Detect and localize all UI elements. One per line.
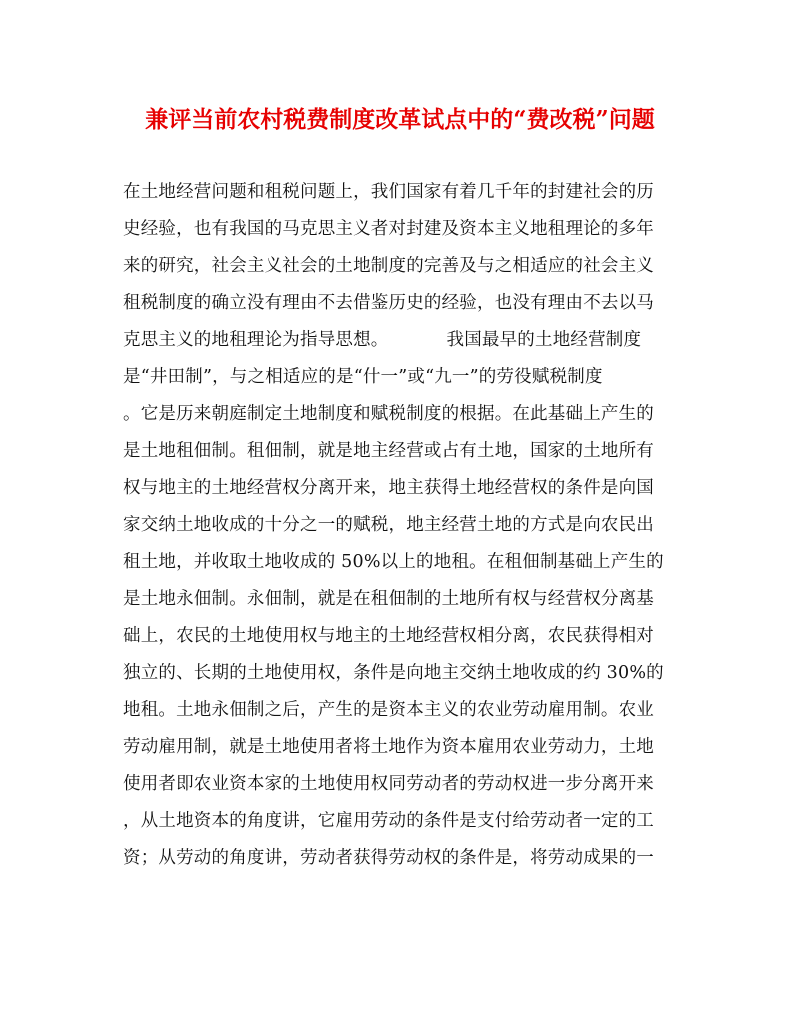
- text-line: 租土地，并收取土地收成的 50%以上的地租。在租佃制基础上产生的: [123, 552, 664, 572]
- text-line: 础上，农民的土地使用权与地主的土地经营权相分离，农民获得相对: [123, 626, 654, 646]
- text-line: 资；从劳动的角度讲，劳动者获得劳动权的条件是，将劳动成果的一: [123, 848, 654, 868]
- text-line: 是“井田制”，与之相适应的是“什一”或“九一”的劳役赋税制度: [123, 367, 603, 387]
- paragraph-end-text: 克思主义的地租理论为指导思想。: [123, 330, 389, 350]
- document-title: 兼评当前农村税费制度改革试点中的“费改税”问题: [145, 106, 655, 133]
- text-line: ，从土地资本的角度讲，它雇用劳动的条件是支付给劳动者一定的工: [123, 811, 654, 831]
- text-line-with-paragraph-break: [123, 322, 683, 359]
- text-line: 家交纳土地收成的十分之一的赋税，地主经营土地的方式是向农民出: [123, 515, 654, 535]
- text-line: 劳动雇用制，就是土地使用者将土地作为资本雇用农业劳动力，土地: [123, 737, 654, 757]
- text-line: 租税制度的确立没有理由不去借鉴历史的经验，也没有理由不去以马: [123, 293, 654, 313]
- text-line: 。它是历来朝庭制定土地制度和赋税制度的根据。在此基础上产生的: [123, 404, 654, 424]
- text-line: 使用者即农业资本家的土地使用权同劳动者的劳动权进一步分离开来: [123, 774, 654, 794]
- text-line: 独立的、长期的土地使用权，条件是向地主交纳土地收成的约 30%的: [123, 663, 664, 683]
- text-line: 是土地租佃制。租佃制，就是地主经营或占有土地，国家的土地所有: [123, 441, 654, 461]
- text-line: 史经验，也有我国的马克思主义者对封建及资本主义地租理论的多年: [123, 219, 654, 239]
- text-line: 权与地主的土地经营权分离开来，地主获得土地经营权的条件是向国: [123, 478, 654, 498]
- text-line: 来的研究，社会主义社会的土地制度的完善及与之相适应的社会主义: [123, 256, 654, 276]
- document-body: [123, 174, 683, 877]
- text-line: 是土地永佃制。永佃制，就是在租佃制的土地所有权与经营权分离基: [123, 589, 654, 609]
- text-line: 在土地经营问题和租税问题上，我们国家有着几千年的封建社会的历: [123, 182, 654, 202]
- text-line: 地租。土地永佃制之后，产生的是资本主义的农业劳动雇用制。农业: [123, 700, 654, 720]
- paragraph-start-text: 我国最早的土地经营制度: [446, 330, 642, 350]
